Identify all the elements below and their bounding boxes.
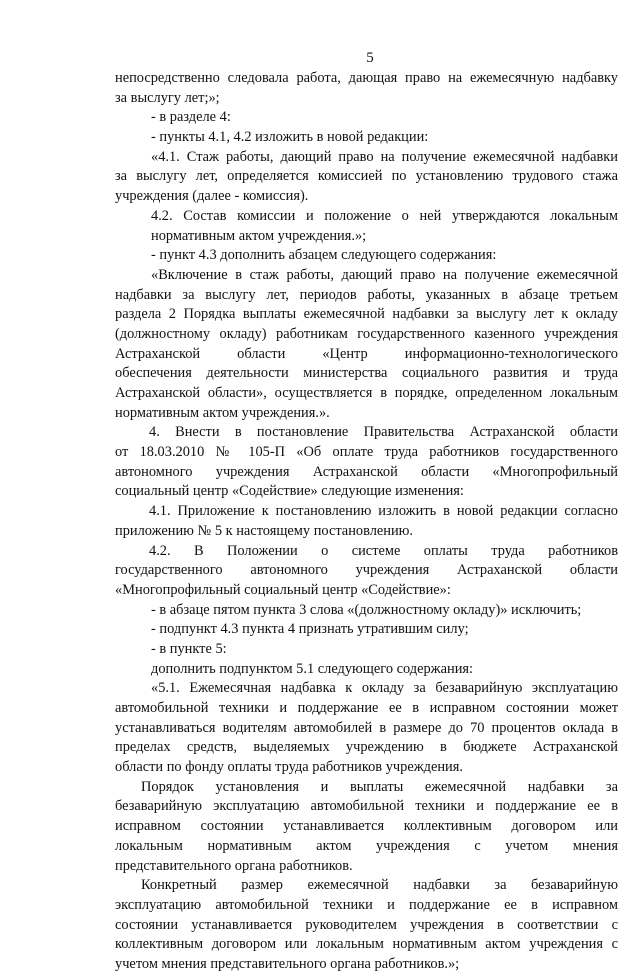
text-line: от 18.03.2010 № 105-П «Об оплате труда работников государственного xyxy=(115,444,618,461)
text-line: 4. Внести в постановление Правительства Астраханской области xyxy=(149,424,618,441)
text-line: социальный центр «Содействие» следующие изменения: xyxy=(115,483,464,500)
text-line: 4.2. Состав комиссии и положение о ней утверждаются локальным xyxy=(151,207,618,224)
text-line: непосредственно следовала работа, дающая право на ежемесячную надбавку xyxy=(115,70,618,86)
text-line: нормативным актом учреждения.»; xyxy=(151,227,367,244)
text-line: Астраханской области «Центр информационно-технологического xyxy=(115,345,618,362)
text-line: области по фонду оплаты труда работников учреждения. xyxy=(115,759,463,776)
text-line: «Включение в стаж работы, дающий право на получение ежемесячной xyxy=(151,266,618,283)
text-line: государственного автономного учреждения Астраханской области xyxy=(115,562,618,579)
text-line: за выслугу лет;»; xyxy=(115,89,220,106)
page-number: 5 xyxy=(366,50,374,66)
text-line: за выслугу лет, определяется комиссией по установлению трудового стажа xyxy=(115,168,618,185)
text-line: пределах средств, выделяемых учреждению в бюджете Астраханской xyxy=(115,739,618,756)
text-line: «Многопрофильный социальный центр «Содействие»: xyxy=(115,581,451,598)
text-line: безаварийную эксплуатацию автомобильной техники и поддержание ее в xyxy=(115,798,618,815)
text-line: обеспечения деятельности министерства социального развития и труда xyxy=(115,365,618,382)
text-line: - пункты 4.1, 4.2 изложить в новой редакции: xyxy=(151,129,429,146)
text-line: - подпункт 4.3 пункта 4 признать утратившим силу; xyxy=(151,621,469,638)
text-line: «4.1. Стаж работы, дающий право на получение ежемесячной надбавки xyxy=(151,148,618,165)
text-line: Конкретный размер ежемесячной надбавки за безаварийную xyxy=(141,877,618,894)
text-line: эксплуатацию автомобильной техники и поддержание ее в исправном xyxy=(115,896,618,913)
document-body xyxy=(115,69,618,975)
text-line: дополнить подпунктом 5.1 следующего содержания: xyxy=(151,660,474,677)
text-line: - пункт 4.3 дополнить абзацем следующего содержания: xyxy=(151,247,497,264)
text-line: раздела 2 Порядка выплаты ежемесячной надбавки за выслугу лет к окладу xyxy=(115,306,618,323)
text-line: локальным нормативным актом учреждения с учетом мнения xyxy=(115,837,618,854)
text-line: «5.1. Ежемесячная надбавка к окладу за безаварийную эксплуатацию xyxy=(151,680,618,697)
text-line: Порядок установления и выплаты ежемесячной надбавки за xyxy=(141,778,618,795)
text-line: исправном состоянии устанавливается коллективным договором или xyxy=(115,818,618,835)
text-line: 4.1. Приложение к постановлению изложить в новой редакции согласно xyxy=(149,503,618,520)
text-line: учреждения (далее - комиссия). xyxy=(115,188,309,205)
text-line: устанавливаться водителям автомобилей в размере до 70 процентов оклада в xyxy=(115,719,618,736)
text-line: автомобильной техники и поддержание ее в исправном состоянии может xyxy=(115,700,618,716)
text-line: коллективным договором или локальным нормативным актом учреждения с xyxy=(115,936,618,953)
text-line: - в абзаце пятом пункта 3 слова «(должностному окладу)» исключить; xyxy=(151,601,582,618)
text-line: автономного учреждения Астраханской области «Многопрофильный xyxy=(115,463,618,480)
text-line: учетом мнения представительного органа работников.»; xyxy=(115,955,460,972)
text-line: 4.2. В Положении о системе оплаты труда работников xyxy=(149,542,618,559)
text-line: нормативным актом учреждения.». xyxy=(115,404,330,421)
text-line: - в разделе 4: xyxy=(151,109,231,126)
text-line: - в пункте 5: xyxy=(151,640,227,657)
text-line: представительного органа работников. xyxy=(115,857,353,874)
text-line: (должностному окладу) работникам государственного казенного учреждения xyxy=(115,325,618,342)
text-line: приложению № 5 к настоящему постановлению. xyxy=(115,522,414,539)
text-line: Астраханской области», осуществляется в порядке, определенном локальным xyxy=(115,385,618,401)
text-line: состоянии устанавливается руководителем учреждения в соответствии с xyxy=(115,916,618,933)
text-line: надбавки за выслугу лет, периодов работы, указанных в абзаце третьем xyxy=(115,286,618,303)
